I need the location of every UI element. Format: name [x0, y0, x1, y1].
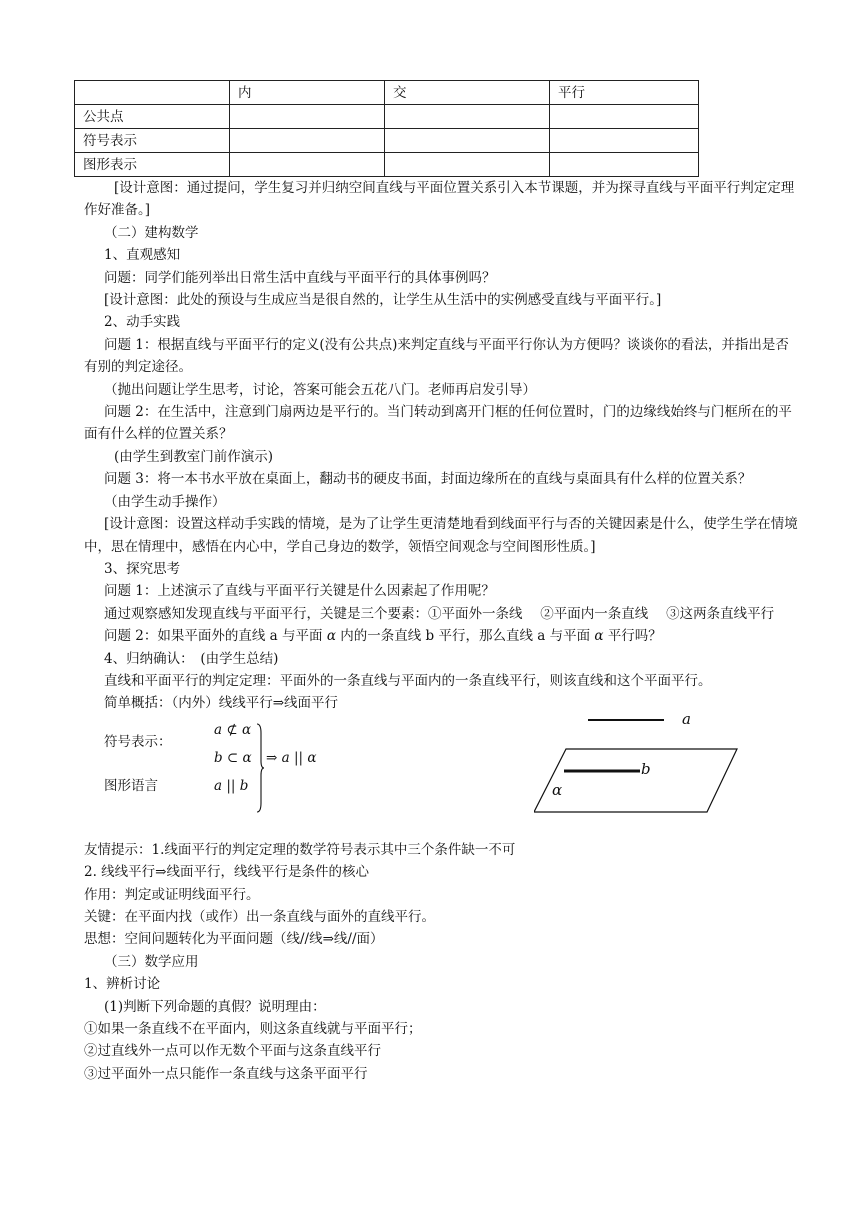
key-line: 关键：在平面内找（或作）出一条直线与面外的直线平行。 [84, 908, 435, 925]
judge-item-1: ①如果一条直线不在平面内，则这条直线就与平面平行； [84, 1021, 422, 1037]
position-relation-table [74, 80, 699, 177]
right-brace-icon [256, 723, 264, 813]
subsection-1: 1、直观感知 [104, 247, 181, 264]
condition-a-not-in-alpha: a ⊄ α [214, 721, 252, 738]
subsection-discussion: 1、辨析讨论 [84, 976, 161, 993]
table-cell [230, 129, 385, 153]
plane-alpha [534, 749, 737, 812]
question-3: 问题 3：将一本书水平放在桌面上，翻动书的硬皮书面，封面边缘所在的直线与桌面具有什么样的位置关系？ [104, 471, 752, 488]
condition-b-in-alpha: b ⊂ α [214, 749, 252, 766]
table-header-cell: 内 [230, 81, 385, 105]
table-header-cell: 交 [385, 81, 550, 105]
question-2: 问题 2：在生活中，注意到门扇两边是平行的。当门转动到离开门框的任何位置时，门的边缘线始终与门框所在的平面有什么样的位置关系？ [84, 404, 792, 443]
observation: 通过观察感知发现直线与平面平行，关键是三个要素：①平面外一条线 ②平面内一条直线 ③这两条直线平行 [104, 605, 775, 622]
table-header-row [75, 81, 699, 105]
symbol-label: 符号表示： [104, 733, 172, 750]
theorem-statement: 直线和平面平行的判定定理：平面外的一条直线与平面内的一条直线平行，则该直线和这个平面平行。 [104, 672, 712, 689]
table-cell [75, 81, 230, 105]
subsection-2: 2、动手实践 [104, 314, 181, 331]
purpose-line: 作用：判定或证明线面平行。 [84, 886, 260, 903]
table-row-label: 公共点 [75, 105, 230, 129]
judge-item-3: ③过平面外一点只能作一条直线与这条平面平行 [84, 1065, 368, 1082]
design-intent-3: [设计意图：设置这样动手实践的情境，是为了让学生更清楚地看到线面平行与否的关键因素是什么，使学生学在情境中，思在情理中，感悟在内心中，学自己身边的数学，领悟空间观念与空间图形性质。] [84, 516, 798, 555]
tip-2: 2. 线线平行⇒线面平行，线线平行是条件的核心 [84, 864, 369, 881]
note-3: （由学生动手操作） [104, 493, 226, 510]
theorem-formula-block [84, 709, 800, 839]
table-row [75, 105, 699, 129]
section-heading-3: （三）数学应用 [104, 953, 199, 970]
question-1: 问题 1：根据直线与平面平行的定义(没有公共点)来判定直线与平面平行你认为方便吗？谈谈你的看法，并指出是否有别的判定途径。 [84, 336, 789, 376]
idea-line: 思想：空间问题转化为平面问题（线//线⇒线//面） [84, 931, 384, 948]
table-cell [385, 129, 550, 153]
design-intent-2: [设计意图：此处的预设与生成应当是很自然的，让学生从生活中的实例感受直线与平面平行。] [104, 292, 662, 309]
table-cell [550, 129, 699, 153]
question-intro: 问题：同学们能列举出日常生活中直线与平面平行的具体事例吗？ [104, 269, 496, 286]
question-5-part-c: 平行吗？ [607, 628, 662, 645]
alpha-symbol: α [594, 628, 604, 645]
design-intent-1: [设计意图：通过提问，学生复习并归纳空间直线与平面位置关系引入本节课题，并为探寻直线与平面平行判定定理作好准备。] [84, 180, 795, 219]
table-cell [550, 153, 699, 177]
table-cell [385, 105, 550, 129]
summary-line: 简单概括：（内外）线线平行⇒线面平行 [104, 695, 339, 712]
subsection-4: 4、归纳确认： (由学生总结) [104, 650, 279, 667]
tip-1: 友情提示：1.线面平行的判定定理的数学符号表示其中三个条件缺一不可 [84, 841, 516, 858]
line-a-label: a [682, 709, 691, 728]
table-cell [230, 105, 385, 129]
question-4: 问题 1：上述演示了直线与平面平行关键是什么因素起了作用呢？ [104, 583, 495, 600]
plane-alpha-label: α [552, 780, 563, 799]
table-cell [385, 153, 550, 177]
table-row [75, 153, 699, 177]
table-row [75, 129, 699, 153]
note-1: （抛出问题让学生思考，讨论，答案可能会五花八门。老师再启发引导） [104, 381, 536, 398]
condition-a-parallel-b: a || b [214, 777, 249, 794]
section-heading-2: （二）建构数学 [104, 224, 199, 241]
table-row-label: 符号表示 [75, 129, 230, 153]
judge-prompt: (1)判断下列命题的真假？说明理由： [104, 998, 326, 1015]
conclusion: ⇒ a || α [266, 749, 317, 766]
table-cell [550, 105, 699, 129]
table-header-cell: 平行 [550, 81, 699, 105]
table-cell [230, 153, 385, 177]
figure-label: 图形语言 [104, 777, 158, 794]
subsection-3: 3、探究思考 [104, 560, 181, 577]
question-5-part-b: 内的一条直线 b 平行，那么直线 a 与平面 [340, 628, 591, 645]
line-b-label: b [641, 759, 651, 778]
line-plane-parallel-figure [534, 705, 814, 815]
alpha-symbol: α [326, 628, 336, 645]
document-page [84, 80, 800, 1085]
note-2: (由学生到教室门前作演示) [114, 448, 274, 465]
judge-item-2: ②过直线外一点可以作无数个平面与这条直线平行 [84, 1043, 381, 1060]
table-row-label: 图形表示 [75, 153, 230, 177]
question-5-part-a: 问题 2：如果平面外的直线 a 与平面 [104, 628, 323, 645]
question-5 [84, 625, 800, 647]
